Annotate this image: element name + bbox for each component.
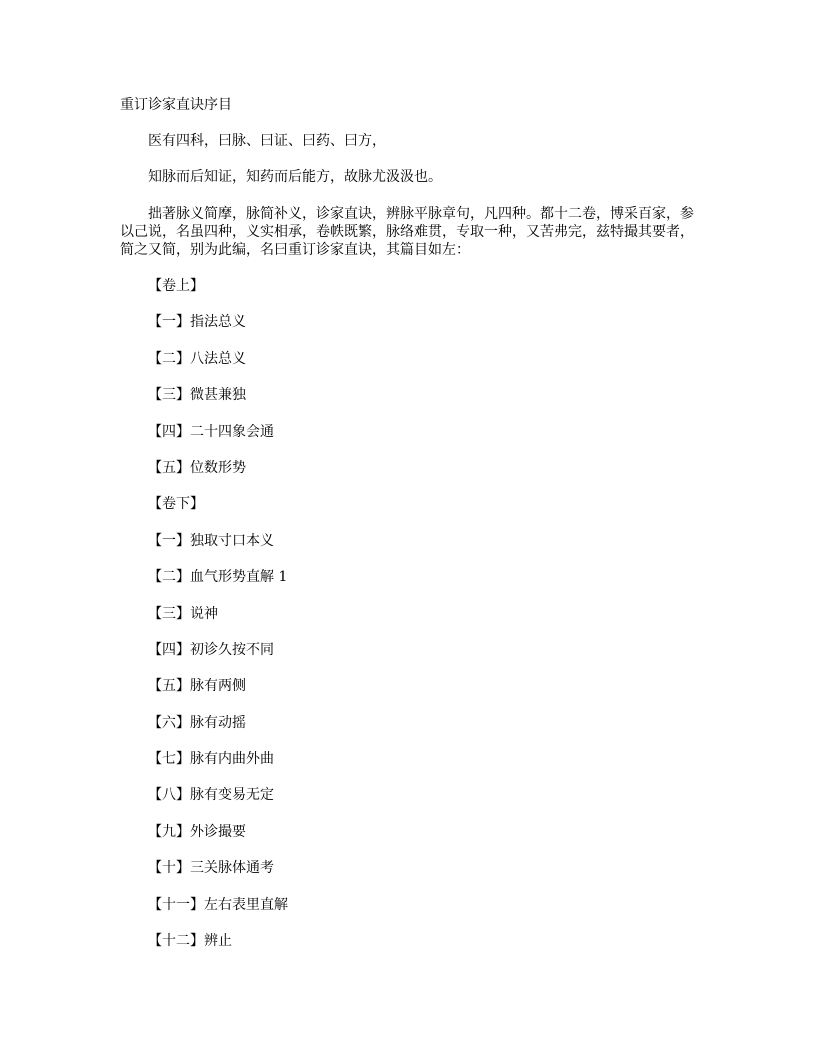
- toc-item: 【十一】左右表里直解: [148, 896, 288, 913]
- paragraph-intro-2: 知脉而后知证，知药而后能方，故脉尤汲汲也。: [148, 169, 442, 185]
- toc-item: 【二】八法总义: [148, 350, 246, 367]
- toc-item: 【四】二十四象会通: [148, 423, 274, 440]
- toc-item: 【十二】辨止: [148, 933, 232, 950]
- toc-volume-heading: 【卷上】: [148, 278, 204, 294]
- toc-item: 【一】独取寸口本义: [148, 532, 274, 549]
- toc-item: 【六】脉有动摇: [148, 714, 246, 731]
- toc-item: 【四】初诊久按不同: [148, 641, 274, 658]
- toc-item: 【十】三关脉体通考: [148, 860, 274, 877]
- toc-item: 【一】指法总义: [148, 314, 246, 331]
- toc-item: 【九】外诊撮要: [148, 823, 246, 840]
- toc-item: 【三】微甚兼独: [148, 387, 246, 404]
- table-of-contents: [148, 277, 688, 968]
- paragraph-intro-1: 医有四科，曰脉、曰证、曰药、曰方，: [148, 133, 386, 149]
- document-title: 重订诊家直诀序目: [120, 97, 232, 113]
- toc-item: 【二】血气形势直解 1: [148, 569, 288, 586]
- toc-item: 【五】脉有两侧: [148, 678, 246, 695]
- toc-item: 【五】位数形势: [148, 459, 246, 476]
- toc-item: 【八】脉有变易无定: [148, 787, 274, 804]
- toc-item: 【三】说神: [148, 605, 218, 622]
- toc-item: 【七】脉有内曲外曲: [148, 751, 274, 768]
- paragraph-intro-3: 拙著脉义简摩，脉简补义，诊家直诀，辨脉平脉章句，凡四种。都十二卷，博采百家，参以己说，名虽四种，义实相承，卷帙既繁，脉络难贯，专取一种，又苦弗完，兹特撮其要者，简之又简，别为此编，名曰重订诊家直诀，其篇目如左：: [120, 206, 694, 258]
- toc-volume-heading: 【卷下】: [148, 496, 204, 513]
